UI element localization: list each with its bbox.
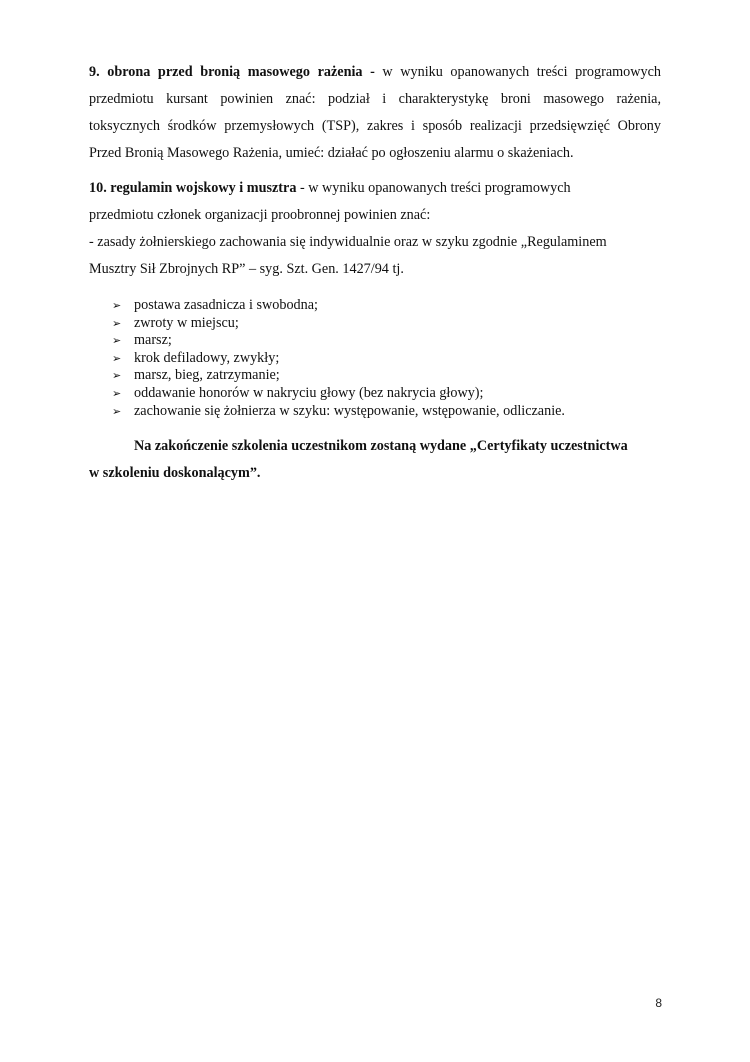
list-item — [112, 385, 565, 403]
list-item — [112, 403, 565, 421]
list-item-text: oddawanie honorów w nakryciu głowy (bez nakrycia głowy); — [134, 384, 484, 401]
section-9-heading: 9. obrona przed bronią masowego rażenia - — [89, 64, 375, 80]
section-10-line-2: przedmiotu członek organizacji proobronnej powinien znać: — [89, 207, 431, 223]
section-10-heading: 10. regulamin wojskowy i musztra — [89, 180, 297, 196]
list-item — [112, 350, 565, 368]
section-9-line-2: przedmiotu kursant powinien znać: podział i charakterystykę broni masowego rażenia, — [89, 91, 661, 107]
arrow-bullet-icon: ➢ — [112, 386, 122, 400]
section-10-line-4: Musztry Sił Zbrojnych RP” – syg. Szt. Gen. 1427/94 tj. — [89, 261, 404, 277]
section-10-line-1-text: - w wyniku opanowanych treści programowych — [299, 180, 571, 196]
closing-line-2: w szkoleniu doskonalącym”. — [89, 465, 261, 481]
section-9 — [89, 59, 661, 167]
list-item-text: zachowanie się żołnierza w szyku: występowanie, wstępowanie, odliczanie. — [134, 402, 565, 419]
list-item-text: krok defiladowy, zwykły; — [134, 349, 280, 366]
page-number: 8 — [655, 996, 662, 1010]
section-9-line-3: toksycznych środków przemysłowych (TSP), zakres i sposób realizacji przedsięwzięć Obrony — [89, 118, 661, 134]
list-item-text: marsz, bieg, zatrzymanie; — [134, 367, 280, 384]
closing-statement — [89, 433, 661, 487]
arrow-bullet-icon: ➢ — [112, 316, 122, 330]
list-item-text: zwroty w miejscu; — [134, 314, 239, 331]
list-item — [112, 297, 565, 315]
list-item-text: marsz; — [134, 332, 172, 349]
section-10-line-1 — [89, 175, 661, 202]
arrow-bullet-icon: ➢ — [112, 351, 122, 365]
arrow-bullet-icon: ➢ — [112, 369, 122, 383]
arrow-bullet-icon: ➢ — [112, 299, 122, 312]
drill-items-list — [112, 297, 565, 420]
section-10 — [89, 175, 661, 283]
list-item — [112, 332, 565, 350]
section-9-line-1-text: w wyniku opanowanych treści programowych — [382, 64, 661, 80]
list-item — [112, 367, 565, 385]
list-item-text: postawa zasadnicza i swobodna; — [134, 297, 318, 313]
closing-line-1: Na zakończenie szkolenia uczestnikom zostaną wydane „Certyfikaty uczestnictwa — [134, 438, 628, 454]
arrow-bullet-icon: ➢ — [112, 334, 122, 348]
list-item — [112, 315, 565, 333]
section-9-line-4: Przed Bronią Masowego Rażenia, umieć: działać po ogłoszeniu alarmu o skażeniach. — [89, 145, 574, 161]
arrow-bullet-icon: ➢ — [112, 404, 122, 418]
section-9-line-1 — [89, 59, 661, 86]
section-10-line-3: - zasady żołnierskiego zachowania się indywidualnie oraz w szyku zgodnie „Regulaminem — [89, 234, 607, 250]
